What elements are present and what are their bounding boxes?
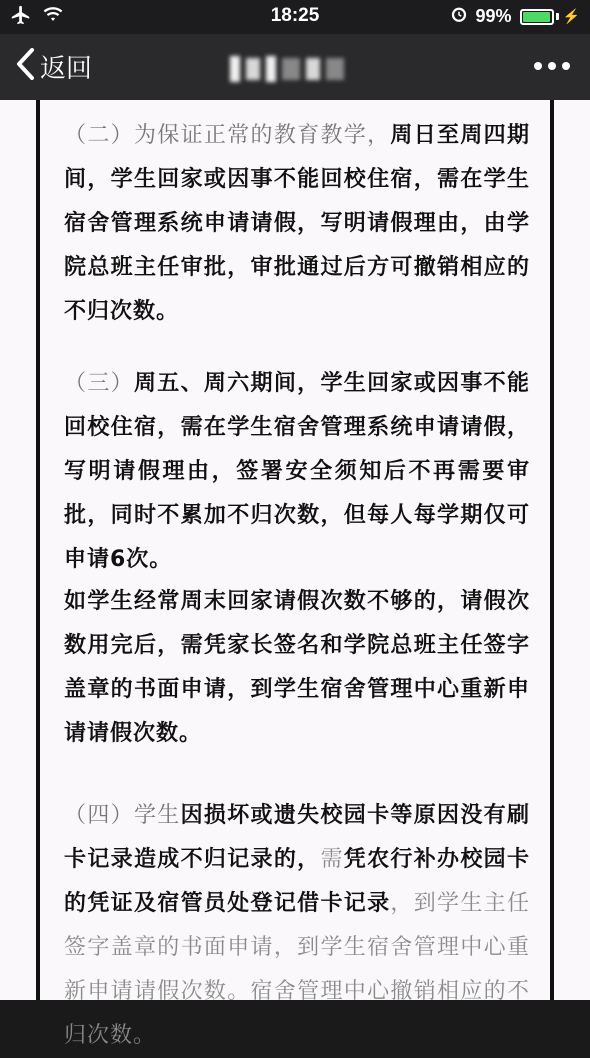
paragraph-body: 周日至周四期间，学生回家或因事不能回校住宿，需在学生宿舍管理系统申请请假，写明请假理由，由学院总班主任审批，审批通过后方可撤销相应的不归次数。 (64, 123, 530, 324)
chevron-left-icon (14, 47, 36, 86)
article-paragraph-3 (64, 362, 530, 582)
status-time: 18:25 (270, 5, 320, 26)
battery-percent: 99% (475, 6, 512, 26)
paragraph-prefix: （二）为保证正常的教育教学， (64, 123, 391, 148)
paragraph-body-2: 凭农行补办校园卡的凭证及宿管员处登记借卡记录 (64, 847, 530, 916)
paragraph-tail: ，到学生主任签字盖章的书面申请，到学生宿舍管理中心重新申请请假次数。宿舍管理中心撤销相应的不归次数。 (64, 891, 530, 1048)
nav-title-obscured (230, 56, 344, 82)
back-label: 返回 (40, 53, 93, 83)
article-paragraph-note (64, 580, 530, 756)
paragraph-prefix: （三） (64, 371, 134, 396)
ellipsis-icon (534, 62, 542, 70)
article-paragraph-2 (64, 114, 530, 334)
paragraph-light: 需 (320, 847, 344, 872)
alarm-icon (450, 5, 468, 28)
more-options-button[interactable] (534, 62, 570, 70)
article-paragraph-4 (64, 794, 530, 1058)
article-content (0, 100, 590, 1048)
paragraph-body: 因损坏或遗失校园卡等原因没有刷卡记录造成不归记录的， (64, 803, 530, 872)
paragraph-body: 周五、周六期间，学生回家或因事不能回校住宿，需在学生宿舍管理系统申请请假，写明请假理由，签署安全须知后不再需要审批，同时不累加不归次数，但每人每学期仅可申请6次。 (64, 371, 530, 572)
paragraph-prefix: （四）学生 (64, 803, 181, 828)
battery-tip (556, 13, 559, 20)
back-button[interactable] (14, 47, 92, 86)
charging-icon: ⚡ (562, 8, 580, 24)
paragraph-body: 如学生经常周末回家请假次数不够的，请假次数用完后，需凭家长签名和学院总班主任签字盖章的书面申请，到学生宿舍管理中心重新申请请假次数。 (64, 589, 530, 746)
status-bar (0, 0, 590, 34)
nav-bar (0, 34, 590, 100)
battery-icon (520, 9, 554, 25)
